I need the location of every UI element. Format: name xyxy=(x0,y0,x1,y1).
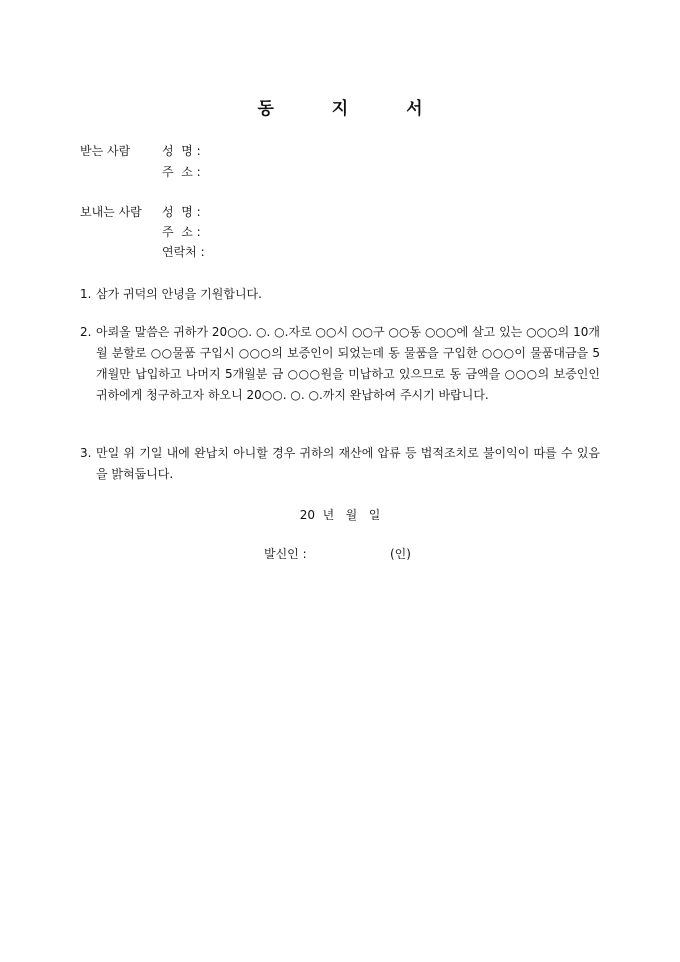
recipient-address-label: 주 소 : xyxy=(162,165,201,179)
document-title: 동 지 서 xyxy=(257,99,449,119)
paragraph-1 xyxy=(80,284,600,305)
sender-address-label: 주 소 : xyxy=(162,225,201,239)
date-line: 20 년 월 일 xyxy=(299,508,381,522)
paragraph-2 xyxy=(80,322,600,406)
paragraph-text: 만일 위 기일 내에 완납치 아니할 경우 귀하의 재산에 압류 등 법적조치로 불이익이 따를 수 있음을 밝혀둡니다. xyxy=(96,446,600,481)
paragraph-text: 아뢰올 말씀은 귀하가 20○○. ○. ○.자로 ○○시 ○○구 ○○동 ○○○에 살고 있는 ○○○의 10개월 분할로 ○○물품 구입시 ○○○의 보증인이 되었는데 동 물품을 구입한 ○○○이 물품대금을 5개월만 납입하고 나머지 5개월분 금 ○○○원을 미납하고 있으므로 동 금액을 ○○○의 보증인인 귀하에게 청구하고자 하오니 20○○. ○. ○.까지 완납하여 주시기 바랍니다. xyxy=(96,325,600,402)
paragraph-number: 2. xyxy=(80,325,92,339)
sender-sign-label: 발신인 : xyxy=(264,547,307,561)
paragraph-3 xyxy=(80,443,600,485)
paragraph-text: 삼가 귀덕의 안녕을 기원합니다. xyxy=(96,287,262,301)
sender-name-label: 성 명 : xyxy=(162,205,201,219)
sender-label: 보내는 사람 xyxy=(80,205,142,219)
paragraph-number: 3. xyxy=(80,446,92,460)
recipient-label: 받는 사람 xyxy=(80,144,131,158)
sender-contact-label: 연락처 : xyxy=(162,245,205,259)
paragraph-number: 1. xyxy=(80,287,92,301)
seal-label: (인) xyxy=(390,547,411,561)
recipient-name-label: 성 명 : xyxy=(162,144,201,158)
